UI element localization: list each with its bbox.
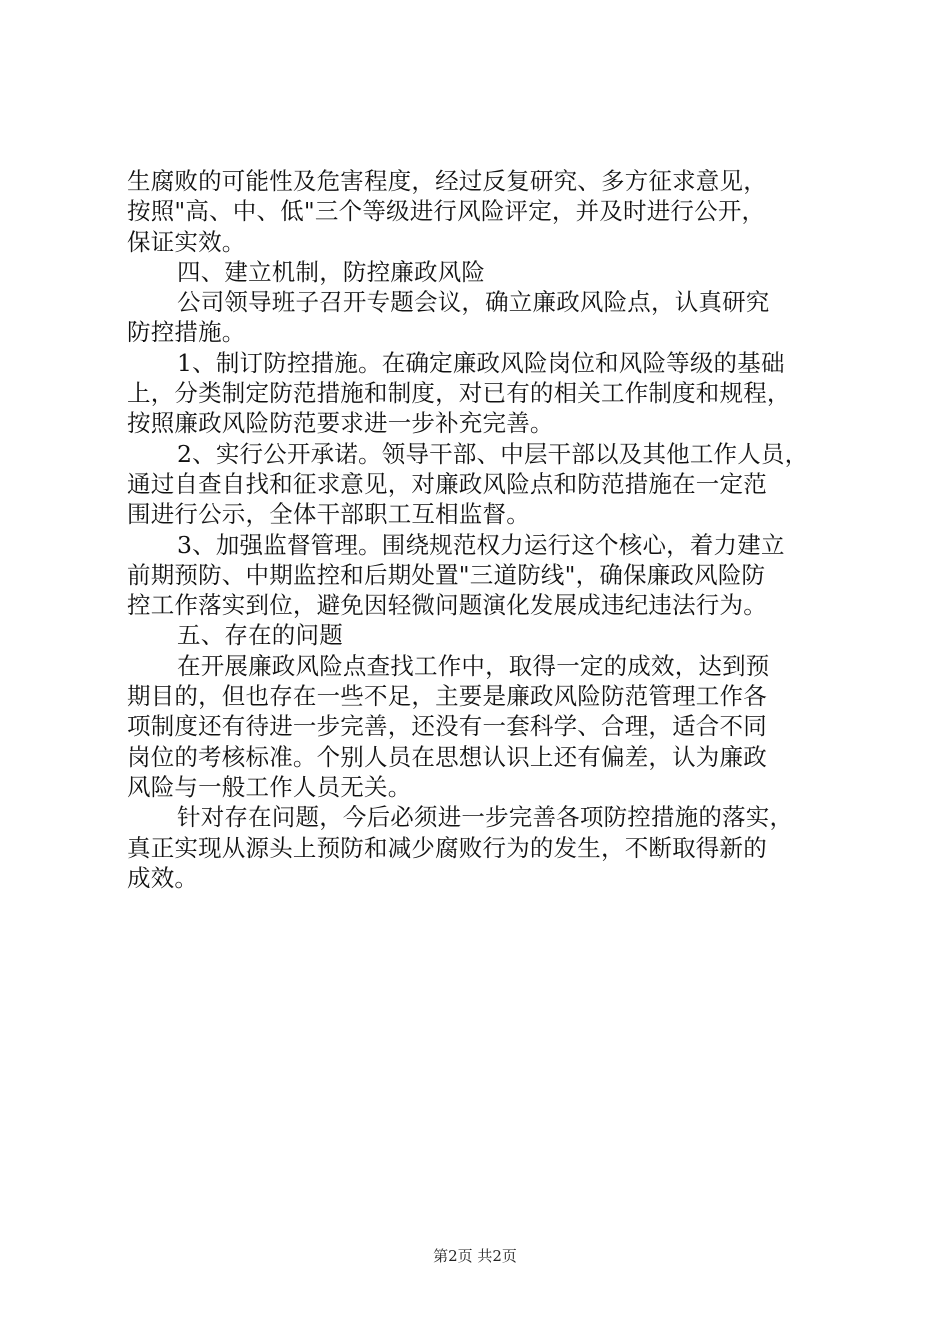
text-line: 公司领导班子召开专题会议，确立廉政风险点，认真研究 [177,288,770,317]
text-line: 岗位的考核标准。个别人员在思想认识上还有偏差，认为廉政 [127,742,767,771]
text-line: 防控措施。 [127,318,246,347]
text-line: 真正实现从源头上预防和减少腐败行为的发生，不断取得新的 [127,833,767,862]
text-line: 按照"高、中、低"三个等级进行风险评定，并及时进行公开， [127,197,766,226]
page-footer: 第2页 共2页 [433,1247,517,1265]
text-line: 针对存在问题，今后必须进一步完善各项防控措施的落实， [177,803,794,832]
body-text [127,166,837,893]
text-line: 2、实行公开承诺。领导干部、中层干部以及其他工作人员， [177,439,809,468]
text-line: 1、制订防控措施。在确定廉政风险岗位和风险等级的基础 [177,348,785,377]
text-line: 在开展廉政风险点查找工作中，取得一定的成效，达到预 [177,651,770,680]
text-line: 期目的，但也存在一些不足，主要是廉政风险防范管理工作各 [127,682,767,711]
text-line: 风险与一般工作人员无关。 [127,772,412,801]
text-line: 围进行公示，全体干部职工互相监督。 [127,500,530,529]
text-line: 按照廉政风险防范要求进一步补充完善。 [127,409,554,438]
text-line: 五、存在的问题 [177,621,343,650]
text-line: 项制度还有待进一步完善，还没有一套科学、合理，适合不同 [127,712,767,741]
text-line: 生腐败的可能性及危害程度，经过反复研究、多方征求意见， [127,167,767,195]
text-line: 成效。 [127,863,199,892]
text-line: 通过自查自找和征求意见，对廉政风险点和防范措施在一定范 [127,469,767,498]
text-line: 控工作落实到位，避免因轻微问题演化发展成违纪违法行为。 [127,591,767,620]
text-line: 3、加强监督管理。围绕规范权力运行这个核心，着力建立 [177,530,785,559]
text-line: 前期预防、中期监控和后期处置"三道防线"，确保廉政风险防 [127,560,766,589]
text-line: 上，分类制定防范措施和制度，对已有的相关工作制度和规程， [127,379,791,408]
text-line: 保证实效。 [127,227,246,256]
text-line: 四、建立机制，防控廉政风险 [177,257,486,286]
